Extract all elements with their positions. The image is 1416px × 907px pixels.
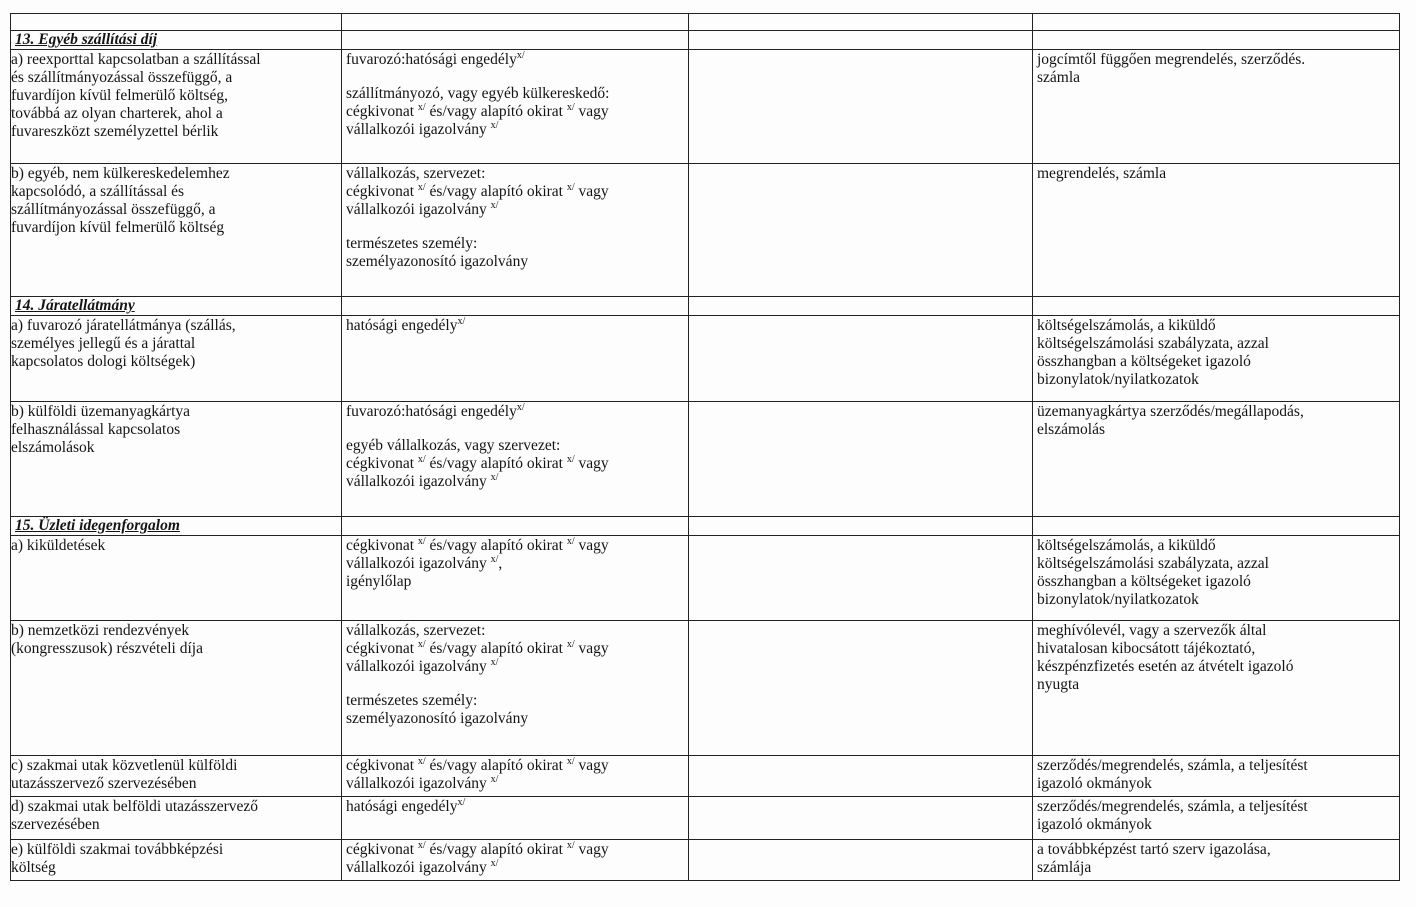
table-row xyxy=(11,840,1400,881)
section-header-15 xyxy=(11,517,1400,536)
required-documents: fuvarozó:hatósági engedély$^{x/}$ egyéb vállalkozás, vagy szervezet: cégkivonat $^{x/}$ és/vagy alapító okirat $^{x/}$ vagy vállalkozói igazolvány $^{x/}$ xyxy=(342,402,689,517)
empty-cell xyxy=(689,756,1033,797)
empty-cell xyxy=(689,536,1033,621)
item-description: c) szakmai utak közvetlenül külföldi utazásszervező szervezésében xyxy=(11,756,342,797)
empty-cell xyxy=(689,316,1033,402)
required-documents: vállalkozás, szervezet: cégkivonat $^{x/}$ és/vagy alapító okirat $^{x/}$ vagy vállalkozói igazolvány $^{x/}$ természetes személy: személyazonosító igazolvány xyxy=(342,621,689,756)
empty-cell xyxy=(689,840,1033,881)
section-title: 13. Egyéb szállítási díj xyxy=(11,31,342,50)
supporting-documents: üzemanyagkártya szerződés/megállapodás, elszámolás xyxy=(1033,402,1400,517)
required-documents: cégkivonat $^{x/}$ és/vagy alapító okirat $^{x/}$ vagy vállalkozói igazolvány $^{x/}$ xyxy=(342,756,689,797)
empty-cell xyxy=(689,621,1033,756)
item-description: a) reexporttal kapcsolatban a szállítással és szállítmányozással összefüggő, a fuvardíjon kívül felmerülő költség, továbbá az olyan charterek, ahol a fuvareszközt személyzettel bérlik xyxy=(11,50,342,164)
item-description: b) egyéb, nem külkereskedelemhez kapcsolódó, a szállítással és szállítmányozással összefüggő, a fuvardíjon kívül felmerülő költség xyxy=(11,164,342,297)
empty-cell xyxy=(689,797,1033,840)
item-description: b) külföldi üzemanyagkártya felhasználással kapcsolatos elszámolások xyxy=(11,402,342,517)
table-row xyxy=(11,50,1400,164)
supporting-documents: szerződés/megrendelés, számla, a teljesítést igazoló okmányok xyxy=(1033,756,1400,797)
required-documents: cégkivonat $^{x/}$ és/vagy alapító okirat $^{x/}$ vagy vállalkozói igazolvány $^{x/}$ xyxy=(342,840,689,881)
item-description: e) külföldi szakmai továbbképzési költség xyxy=(11,840,342,881)
supporting-documents: megrendelés, számla xyxy=(1033,164,1400,297)
item-description: a) kiküldetések xyxy=(11,536,342,621)
table-row xyxy=(11,536,1400,621)
section-title: 15. Üzleti idegenforgalom xyxy=(11,517,342,536)
section-title: 14. Járatellátmány xyxy=(11,297,342,316)
required-documents: cégkivonat $^{x/}$ és/vagy alapító okirat $^{x/}$ vagy vállalkozói igazolvány $^{x/}$, igénylőlap xyxy=(342,536,689,621)
document-table xyxy=(10,13,1400,881)
required-documents: fuvarozó:hatósági engedély$^{x/}$ szállítmányozó, vagy egyéb külkereskedő: cégkivonat $^{x/}$ és/vagy alapító okirat $^{x/}$ vagy vállalkozói igazolvány $^{x/}$ xyxy=(342,50,689,164)
item-description: d) szakmai utak belföldi utazásszervező szervezésében xyxy=(11,797,342,840)
item-description: b) nemzetközi rendezvények (kongresszusok) részvételi díja xyxy=(11,621,342,756)
supporting-documents: költségelszámolás, a kiküldő költségelszámolási szabályzata, azzal összhangban a költségeket igazoló bizonylatok/nyilatkozatok xyxy=(1033,536,1400,621)
supporting-documents: meghívólevél, vagy a szervezők által hivatalosan kibocsátott tájékoztató, készpénzfizetés esetén az átvételt igazoló nyugta xyxy=(1033,621,1400,756)
empty-cell xyxy=(689,50,1033,164)
required-documents: hatósági engedély$^{x/}$ xyxy=(342,316,689,402)
table-row xyxy=(11,797,1400,840)
table-top-row xyxy=(11,14,1400,31)
table-row xyxy=(11,756,1400,797)
table-row xyxy=(11,316,1400,402)
table-row xyxy=(11,402,1400,517)
required-documents: hatósági engedély$^{x/}$ xyxy=(342,797,689,840)
empty-cell xyxy=(689,164,1033,297)
supporting-documents: jogcímtől függően megrendelés, szerződés. számla xyxy=(1033,50,1400,164)
empty-cell xyxy=(689,402,1033,517)
table-row xyxy=(11,164,1400,297)
section-header-14 xyxy=(11,297,1400,316)
supporting-documents: szerződés/megrendelés, számla, a teljesítést igazoló okmányok xyxy=(1033,797,1400,840)
section-header-13 xyxy=(11,31,1400,50)
supporting-documents: költségelszámolás, a kiküldő költségelszámolási szabályzata, azzal összhangban a költségeket igazoló bizonylatok/nyilatkozatok xyxy=(1033,316,1400,402)
item-description: a) fuvarozó járatellátmánya (szállás, személyes jellegű és a járattal kapcsolatos dologi költségek) xyxy=(11,316,342,402)
required-documents: vállalkozás, szervezet: cégkivonat $^{x/}$ és/vagy alapító okirat $^{x/}$ vagy vállalkozói igazolvány $^{x/}$ természetes személy: személyazonosító igazolvány xyxy=(342,164,689,297)
supporting-documents: a továbbképzést tartó szerv igazolása, számlája xyxy=(1033,840,1400,881)
table-row xyxy=(11,621,1400,756)
